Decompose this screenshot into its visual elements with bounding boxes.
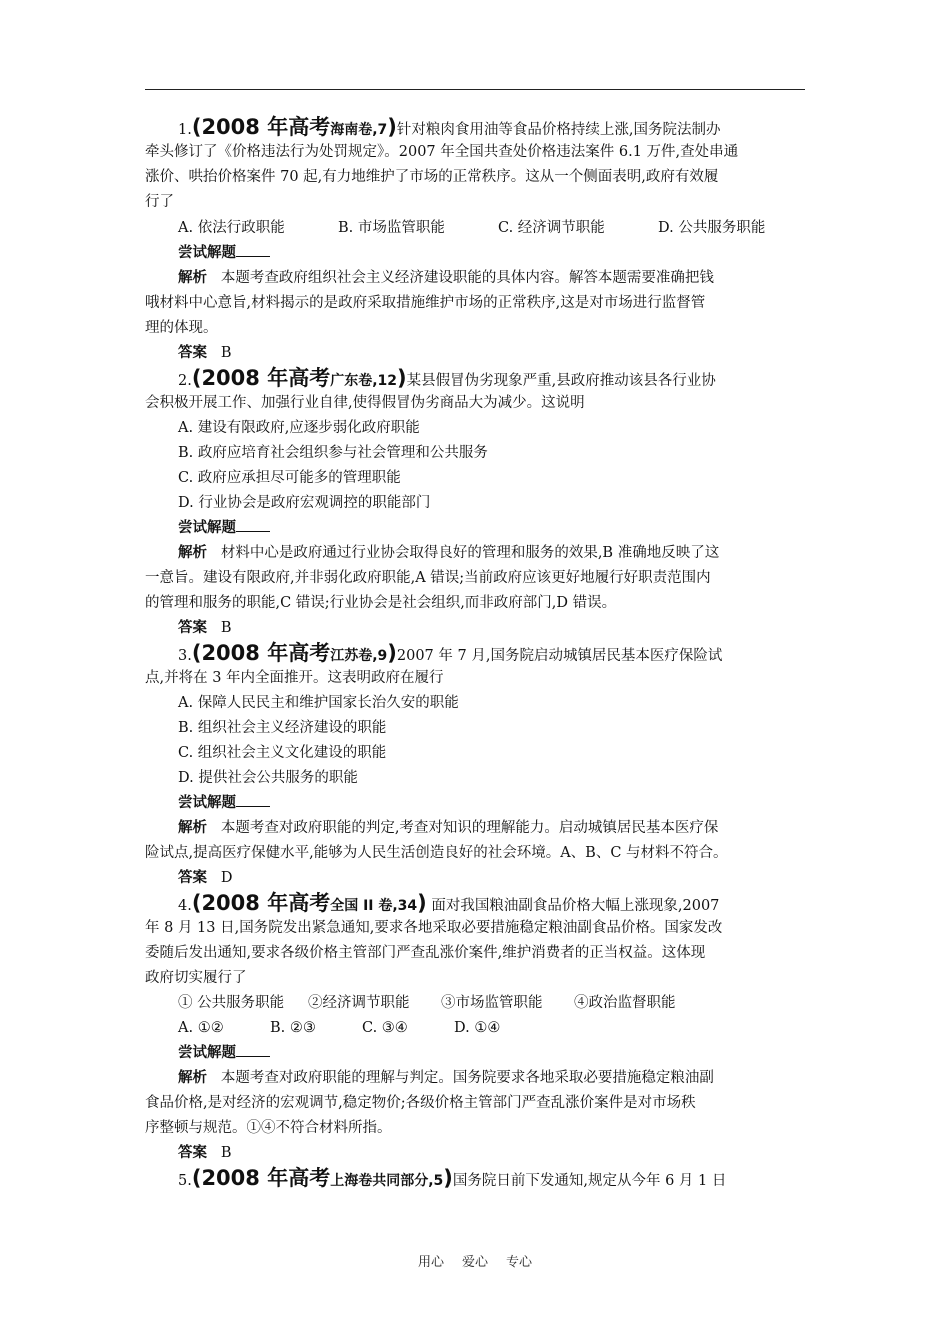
q4-heading [145, 891, 807, 916]
q1-stem-line: 针对粮肉食用油等食品价格持续上涨,国务院法制办 [396, 122, 721, 138]
q1-number: 1. [178, 122, 192, 138]
q1-source: 海南卷,7 [330, 122, 388, 138]
analysis-label: 解析 [178, 1070, 207, 1086]
answer-value: B [220, 345, 232, 361]
analysis-label: 解析 [178, 270, 207, 286]
answer-label: 答案 [178, 1145, 207, 1161]
q5-source: 上海卷共同部分,5 [330, 1173, 444, 1189]
q1-try [145, 241, 807, 266]
q4-item-4: ④政治监督职能 [574, 995, 676, 1011]
answer-blank[interactable] [236, 242, 270, 257]
q4-item-2: ②经济调节职能 [308, 995, 410, 1011]
q3-analysis [145, 816, 807, 841]
q2-stem-line: 会积极开展工作、加强行业自律,使得假冒伪劣商品大为减少。这说明 [145, 395, 585, 411]
answer-blank[interactable] [236, 792, 270, 807]
q1-answer [145, 341, 807, 366]
q2-option-b: B. 政府应培育社会组织参与社会管理和公共服务 [178, 445, 488, 461]
q4-year: (2008 年高考 [191, 891, 331, 915]
q1-option-d: D. 公共服务职能 [658, 220, 766, 236]
analysis-label: 解析 [178, 820, 207, 836]
q4-stem-line: 面对我国粮油副食品价格大幅上涨现象,2007 [431, 898, 720, 914]
q1-stem-line: 涨价、哄抬价格案件 70 起,有力地维护了市场的正常秩序。这从一个侧面表明,政府有效履 [145, 169, 719, 185]
q4-item-1: ① 公共服务职能 [178, 995, 285, 1011]
q2-answer [145, 616, 807, 641]
q3-source: 江苏卷,9 [330, 648, 388, 664]
q1-option-b: B. 市场监管职能 [338, 220, 445, 236]
q1-option-c: C. 经济调节职能 [498, 220, 605, 236]
q4-item-3: ③市场监管职能 [441, 995, 543, 1011]
analysis-line: 的管理和服务的职能,C 错误;行业协会是社会组织,而非政府部门,D 错误。 [145, 595, 617, 611]
q3-year: (2008 年高考 [191, 641, 331, 665]
q5-stem-line: 国务院日前下发通知,规定从今年 6 月 1 日 [452, 1173, 727, 1189]
q5-year: (2008 年高考 [191, 1166, 331, 1190]
q4-option-c: C. ③④ [362, 1020, 408, 1036]
q4-number: 4. [178, 898, 192, 914]
q2-source: 广东卷,12 [330, 373, 398, 389]
q2-heading [145, 366, 807, 391]
q4-items [145, 991, 807, 1016]
q1-option-a: A. 依法行政职能 [178, 220, 285, 236]
q3-option-b: B. 组织社会主义经济建设的职能 [178, 720, 387, 736]
analysis-line: 哦材料中心意旨,材料揭示的是政府采取措施维护市场的正常秩序,这是对市场进行监督管 [145, 295, 706, 311]
answer-label: 答案 [178, 870, 207, 886]
q2-year: (2008 年高考 [191, 366, 331, 390]
footer-word: 爱心 [461, 1255, 488, 1270]
try-label: 尝试解题 [178, 245, 236, 261]
q2-analysis [145, 541, 807, 566]
q4-options [145, 1016, 807, 1041]
try-label: 尝试解题 [178, 520, 236, 536]
q4-source: 全国 II 卷,34 [330, 898, 418, 914]
q4-close: ) [417, 891, 427, 915]
q3-close: ) [387, 641, 397, 665]
q3-answer [145, 866, 807, 891]
q1-close: ) [387, 115, 397, 139]
footer-word: 专心 [506, 1255, 533, 1270]
q4-analysis [145, 1066, 807, 1091]
answer-value: B [220, 620, 232, 636]
analysis-label: 解析 [178, 545, 207, 561]
answer-label: 答案 [178, 345, 207, 361]
q2-number: 2. [178, 373, 192, 389]
footer-word: 用心 [417, 1255, 444, 1270]
q3-stem-line: 点,并将在 3 年内全面推开。这表明政府在履行 [145, 670, 444, 686]
q1-analysis [145, 266, 807, 291]
analysis-line: 本题考查对政府职能的理解与判定。国务院要求各地采取必要措施稳定粮油副 [220, 1070, 714, 1086]
q4-try [145, 1041, 807, 1066]
q4-stem-line: 委随后发出通知,要求各级价格主管部门严查乱涨价案件,维护消费者的正当权益。这体现 [145, 945, 706, 961]
q2-try [145, 516, 807, 541]
q4-answer [145, 1141, 807, 1166]
q1-stem-line: 行了 [145, 194, 174, 210]
q5-heading [145, 1166, 807, 1191]
q2-close: ) [397, 366, 407, 390]
analysis-line: 本题考查对政府职能的判定,考查对知识的理解能力。启动城镇居民基本医疗保 [220, 820, 719, 836]
header-rule [145, 89, 805, 90]
answer-blank[interactable] [236, 1042, 270, 1057]
analysis-line: 材料中心是政府通过行业协会取得良好的管理和服务的效果,B 准确地反映了这 [220, 545, 720, 561]
q4-stem-line: 政府切实履行了 [145, 970, 247, 986]
analysis-line: 本题考查政府组织社会主义经济建设职能的具体内容。解答本题需要准确把钱 [220, 270, 714, 286]
analysis-line: 险试点,提高医疗保健水平,能够为人民生活创造良好的社会环境。A、B、C 与材料不符合。 [145, 845, 728, 861]
answer-blank[interactable] [236, 517, 270, 532]
q5-close: ) [443, 1166, 453, 1190]
answer-value: D [220, 870, 233, 886]
q1-stem-line: 牵头修订了《价格违法行为处罚规定》。2007 年全国共查处价格违法案件 6.1 万件,查处串通 [145, 144, 739, 160]
q1-heading [145, 115, 807, 140]
try-label: 尝试解题 [178, 795, 236, 811]
page-footer [0, 1251, 950, 1270]
document-body [145, 115, 807, 1191]
q2-option-d: D. 行业协会是政府宏观调控的职能部门 [178, 495, 431, 511]
q3-number: 3. [178, 648, 192, 664]
q2-stem-line: 某县假冒伪劣现象严重,县政府推动该县各行业协 [406, 373, 716, 389]
q4-stem-line: 年 8 月 13 日,国务院发出紧急通知,要求各地采取必要措施稳定粮油副食品价格。国家发改 [145, 920, 723, 936]
analysis-line: 食品价格,是对经济的宏观调节,稳定物价;各级价格主管部门严查乱涨价案件是对市场秩 [145, 1095, 696, 1111]
q4-option-d: D. ①④ [454, 1020, 501, 1036]
q5-number: 5. [178, 1173, 192, 1189]
answer-value: B [220, 1145, 232, 1161]
q4-option-a: A. ①② [178, 1020, 224, 1036]
q3-try [145, 791, 807, 816]
try-label: 尝试解题 [178, 1045, 236, 1061]
q2-option-c: C. 政府应承担尽可能多的管理职能 [178, 470, 401, 486]
q3-stem-line: 2007 年 7 月,国务院启动城镇居民基本医疗保险试 [396, 648, 723, 664]
q3-option-c: C. 组织社会主义文化建设的职能 [178, 745, 387, 761]
q3-option-a: A. 保障人民民主和维护国家长治久安的职能 [178, 695, 459, 711]
q3-heading [145, 641, 807, 666]
q2-option-a: A. 建设有限政府,应逐步弱化政府职能 [178, 420, 420, 436]
analysis-line: 序整顿与规范。①④不符合材料所指。 [145, 1120, 392, 1136]
q4-option-b: B. ②③ [270, 1020, 316, 1036]
analysis-line: 一意旨。建设有限政府,并非弱化政府职能,A 错误;当前政府应该更好地履行好职责范围内 [145, 570, 711, 586]
analysis-line: 理的体现。 [145, 320, 218, 336]
q3-option-d: D. 提供社会公共服务的职能 [178, 770, 358, 786]
q1-options [145, 216, 807, 241]
answer-label: 答案 [178, 620, 207, 636]
q1-year: (2008 年高考 [191, 115, 331, 139]
